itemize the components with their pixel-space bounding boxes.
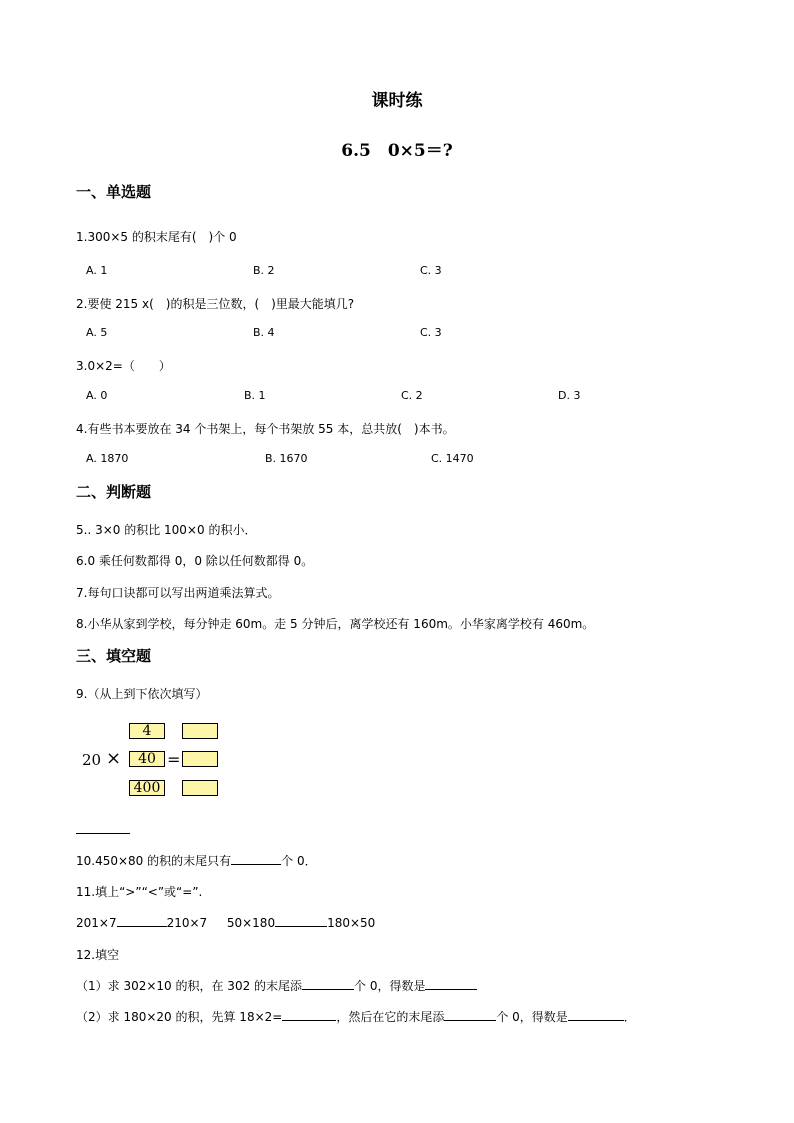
q11-expr-1: 201×7 bbox=[76, 916, 117, 930]
q12-p2-text-b: ，然后在它的末尾添 bbox=[336, 1010, 445, 1024]
question-2: 2.要使 215 x( )的积是三位数，( )里最大能填几? bbox=[76, 297, 355, 311]
q12-part-2 bbox=[76, 1008, 636, 1025]
q2-option-b[interactable]: B. 4 bbox=[253, 326, 275, 339]
q3-option-b[interactable]: B. 1 bbox=[244, 389, 266, 402]
equals-sign: = bbox=[167, 750, 181, 769]
q1-option-a[interactable]: A. 1 bbox=[86, 264, 108, 277]
q11-blank-1[interactable] bbox=[117, 914, 167, 927]
question-4: 4.有些书本要放在 34 个书架上，每个书架放 55 本，总共放( )本书。 bbox=[76, 422, 455, 436]
lesson-subtitle: 6.5 0×5＝? bbox=[341, 141, 453, 161]
multiplicand: 20 bbox=[82, 751, 102, 769]
question-11: 11.填上“>”“<”或“=”. bbox=[76, 885, 203, 899]
times-sign: × bbox=[106, 748, 122, 769]
question-8: 8.小华从家到学校，每分钟走 60m。走 5 分钟后，离学校还有 160m。小华家离学校有 460m。 bbox=[76, 617, 595, 631]
q12-p2-text-c: 个 0，得数是 bbox=[496, 1010, 568, 1024]
q3-option-c[interactable]: C. 2 bbox=[401, 389, 423, 402]
q10-text-b: 个 0． bbox=[281, 854, 317, 868]
q12-p1-text-a: （1）求 302×10 的积，在 302 的末尾添 bbox=[76, 979, 303, 993]
section-judgement: 二、判断题 bbox=[76, 483, 152, 501]
multiplier-box-3: 400 bbox=[129, 780, 165, 796]
q12-p1-blank-1[interactable] bbox=[302, 977, 354, 990]
q11-expr-3: 50×180 bbox=[226, 916, 276, 930]
question-9: 9.（从上到下依次填写） bbox=[76, 687, 208, 701]
q3-option-d[interactable]: D. 3 bbox=[558, 389, 581, 402]
page-title: 课时练 bbox=[371, 91, 423, 111]
q12-part-1 bbox=[76, 977, 477, 994]
section-fill-in: 三、填空题 bbox=[76, 647, 152, 665]
q3-option-a[interactable]: A. 0 bbox=[86, 389, 108, 402]
q11-blank-2[interactable] bbox=[275, 914, 327, 927]
q1-option-c[interactable]: C. 3 bbox=[420, 264, 442, 277]
q11-expr-2: 210×7 bbox=[166, 916, 208, 930]
question-6: 6.0 乘任何数都得 0，0 除以任何数都得 0。 bbox=[76, 554, 314, 568]
q12-p2-blank-1[interactable] bbox=[282, 1008, 336, 1021]
q12-p1-blank-2[interactable] bbox=[425, 977, 477, 990]
q2-option-c[interactable]: C. 3 bbox=[420, 326, 442, 339]
question-7: 7.每句口诀都可以写出两道乘法算式。 bbox=[76, 586, 280, 600]
q11-expr-4: 180×50 bbox=[327, 916, 376, 930]
q1-option-b[interactable]: B. 2 bbox=[253, 264, 275, 277]
multiplier-box-1: 4 bbox=[129, 723, 165, 739]
q4-option-a[interactable]: A. 1870 bbox=[86, 452, 129, 465]
q12-p2-blank-3[interactable] bbox=[568, 1008, 624, 1021]
q12-p2-text-a: （2）求 180×20 的积，先算 18×2= bbox=[76, 1010, 283, 1024]
answer-box-1[interactable] bbox=[182, 723, 218, 739]
question-5: 5.. 3×0 的积比 100×0 的积小． bbox=[76, 523, 257, 537]
q10-blank[interactable] bbox=[231, 852, 281, 865]
answer-box-2[interactable] bbox=[182, 751, 218, 767]
question-10 bbox=[76, 852, 317, 869]
q9-answer-line[interactable] bbox=[76, 833, 130, 834]
q2-option-a[interactable]: A. 5 bbox=[86, 326, 108, 339]
question-12: 12.填空 bbox=[76, 948, 120, 962]
q12-p1-text-b: 个 0，得数是 bbox=[354, 979, 426, 993]
section-single-choice: 一、单选题 bbox=[76, 183, 152, 201]
q4-option-c[interactable]: C. 1470 bbox=[431, 452, 474, 465]
question-3: 3.0×2=（ ） bbox=[76, 359, 171, 373]
q12-p2-blank-2[interactable] bbox=[444, 1008, 496, 1021]
answer-box-3[interactable] bbox=[182, 780, 218, 796]
q11-comparisons bbox=[76, 914, 375, 930]
q10-text-a: 10.450×80 的积的末尾只有 bbox=[76, 854, 232, 868]
q4-option-b[interactable]: B. 1670 bbox=[265, 452, 308, 465]
multiplier-box-2: 40 bbox=[129, 751, 165, 767]
q12-p2-text-d: ． bbox=[623, 1010, 636, 1024]
question-1: 1.300×5 的积末尾有( )个 0 bbox=[76, 230, 237, 244]
